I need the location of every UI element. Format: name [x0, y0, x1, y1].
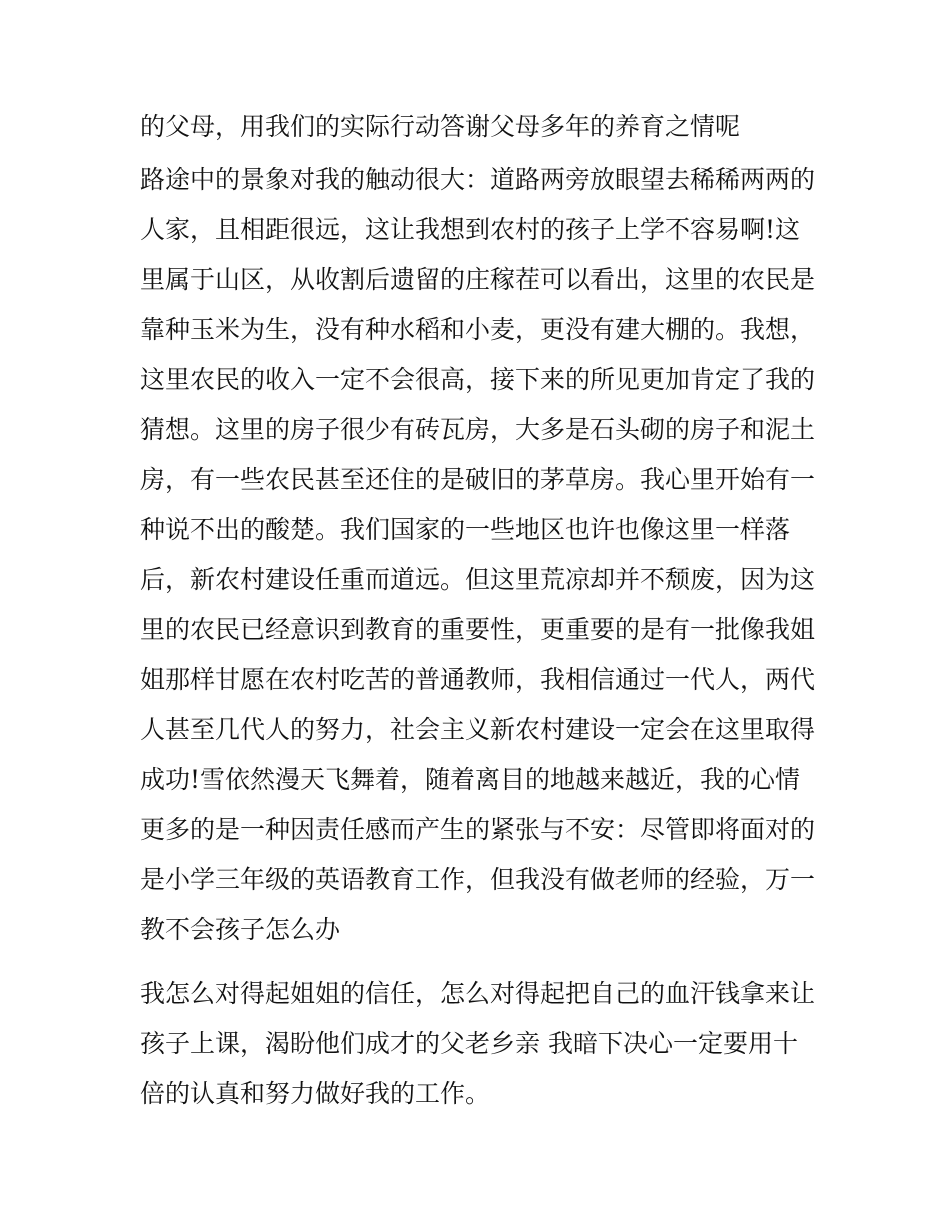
text-line: 的父母，用我们的实际行动答谢父母多年的养育之情呢	[140, 112, 741, 141]
paragraph-1	[140, 114, 830, 139]
text-line: 种说不出的酸楚。我们国家的一些地区也许也像这里一样落	[140, 515, 791, 544]
text-line: 教不会孩子怎么办	[140, 915, 341, 944]
text-line: 靠种玉米为生，没有种水稻和小麦，更没有建大棚的。我想，	[140, 315, 816, 344]
text-line: 成功!雪依然漫天飞舞着，随着离目的地越来越近，我的心情	[140, 765, 801, 794]
text-line: 这里农民的收入一定不会很高，接下来的所见更加肯定了我的	[140, 365, 816, 394]
text-line: 里的农民已经意识到教育的重要性，更重要的是有一批像我姐	[140, 615, 816, 644]
paragraph-3	[140, 981, 830, 1106]
text-line: 我怎么对得起姐姐的信任，怎么对得起把自己的血汗钱拿来让	[140, 979, 816, 1008]
text-line: 人家，且相距很远，这让我想到农村的孩子上学不容易啊!这	[140, 215, 801, 244]
paragraph-2	[140, 167, 830, 942]
text-line: 姐那样甘愿在农村吃苦的普通教师，我相信通过一代人，两代	[140, 665, 816, 694]
text-line: 人甚至几代人的努力，社会主义新农村建设一定会在这里取得	[140, 715, 816, 744]
text-line: 倍的认真和努力做好我的工作。	[140, 1079, 491, 1108]
text-line: 房，有一些农民甚至还住的是破旧的茅草房。我心里开始有一	[140, 465, 816, 494]
text-line: 更多的是一种因责任感而产生的紧张与不安：尽管即将面对的	[140, 815, 816, 844]
text-line: 里属于山区，从收割后遗留的庄稼茬可以看出，这里的农民是	[140, 265, 816, 294]
text-line: 猜想。这里的房子很少有砖瓦房，大多是石头砌的房子和泥土	[140, 415, 816, 444]
text-line: 路途中的景象对我的触动很大：道路两旁放眼望去稀稀两两的	[140, 165, 816, 194]
text-line: 是小学三年级的英语教育工作，但我没有做老师的经验，万一	[140, 865, 816, 894]
text-line: 后，新农村建设任重而道远。但这里荒凉却并不颓废，因为这	[140, 565, 816, 594]
text-line: 孩子上课，渴盼他们成才的父老乡亲 我暗下决心一定要用十	[140, 1029, 798, 1058]
